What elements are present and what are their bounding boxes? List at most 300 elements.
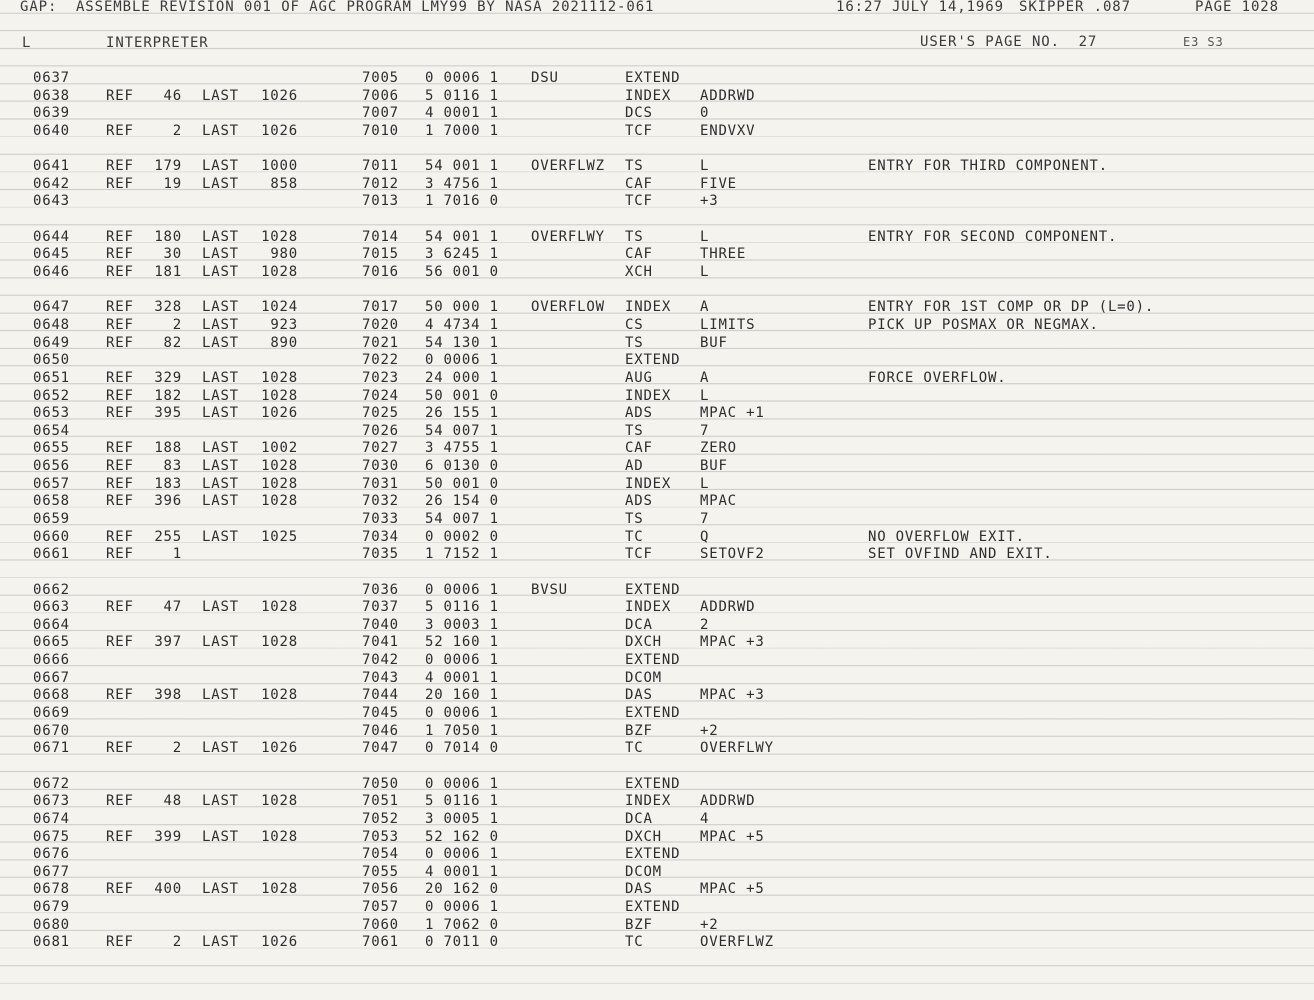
ref-count: 30 — [163, 246, 182, 263]
operand: MPAC +5 — [700, 828, 765, 845]
last-keyword: LAST — [202, 881, 239, 898]
line-number: 0663 — [33, 599, 70, 616]
operand: 7 — [700, 422, 710, 439]
machine-code: 50 001 0 — [425, 475, 499, 492]
last-page: 1028 — [261, 458, 298, 475]
last-keyword: LAST — [202, 158, 239, 175]
machine-code: 26 154 0 — [425, 493, 499, 510]
opcode: ADS — [625, 493, 653, 510]
machine-code: 52 160 1 — [425, 634, 499, 651]
machine-code: 5 0116 1 — [425, 793, 499, 810]
operand: L — [700, 158, 710, 175]
opcode: INDEX — [625, 475, 672, 492]
symbol-label: OVERFLOW — [531, 299, 605, 316]
line-number: 0653 — [33, 405, 70, 422]
ref-count: 400 — [154, 881, 182, 898]
ref-keyword: REF — [106, 175, 134, 192]
listing-row — [0, 829, 1314, 847]
opcode: TC — [625, 740, 644, 757]
last-keyword: LAST — [202, 405, 239, 422]
opcode: XCH — [625, 264, 653, 281]
line-number: 0671 — [33, 740, 70, 757]
machine-code: 24 000 1 — [425, 369, 499, 386]
machine-code: 0 0006 1 — [425, 899, 499, 916]
listing-row — [0, 811, 1314, 829]
listing-row — [0, 440, 1314, 458]
listing-row — [0, 88, 1314, 106]
listing-row — [0, 899, 1314, 917]
operand: ADDRWD — [700, 599, 756, 616]
line-number: 0647 — [33, 299, 70, 316]
ref-keyword: REF — [106, 405, 134, 422]
line-number: 0669 — [33, 705, 70, 722]
operand: L — [700, 387, 710, 404]
ref-count: 396 — [154, 493, 182, 510]
last-page: 1002 — [261, 440, 298, 457]
listing-row — [0, 617, 1314, 635]
machine-code: 56 001 0 — [425, 264, 499, 281]
comment: ENTRY FOR THIRD COMPONENT. — [868, 158, 1108, 175]
opcode: INDEX — [625, 793, 672, 810]
last-keyword: LAST — [202, 316, 239, 333]
line-number: 0673 — [33, 793, 70, 810]
opcode: DCA — [625, 810, 653, 827]
ref-keyword: REF — [106, 740, 134, 757]
comment: ENTRY FOR 1ST COMP OR DP (L=0). — [868, 299, 1155, 316]
machine-code: 0 7014 0 — [425, 740, 499, 757]
last-page: 1026 — [261, 122, 298, 139]
operand: FIVE — [700, 175, 737, 192]
opcode: DCOM — [625, 863, 662, 880]
machine-code: 3 4756 1 — [425, 175, 499, 192]
last-page: 1026 — [261, 405, 298, 422]
line-number: 0660 — [33, 528, 70, 545]
address: 7052 — [362, 810, 399, 827]
ref-keyword: REF — [106, 475, 134, 492]
last-page: 1024 — [261, 299, 298, 316]
symbol-label: OVERFLWZ — [531, 158, 605, 175]
line-number: 0662 — [33, 581, 70, 598]
address: 7057 — [362, 899, 399, 916]
address: 7044 — [362, 687, 399, 704]
last-keyword: LAST — [202, 740, 239, 757]
listing-row — [0, 705, 1314, 723]
address: 7040 — [362, 616, 399, 633]
ref-keyword: REF — [106, 828, 134, 845]
machine-code: 5 0116 1 — [425, 599, 499, 616]
last-keyword: LAST — [202, 387, 239, 404]
opcode: AD — [625, 458, 644, 475]
section-letter: L — [22, 35, 32, 51]
address: 7054 — [362, 846, 399, 863]
address: 7020 — [362, 316, 399, 333]
ref-count: 2 — [172, 122, 182, 139]
listing-row — [0, 670, 1314, 688]
opcode: TC — [625, 934, 644, 951]
comment: PICK UP POSMAX OR NEGMAX. — [868, 316, 1099, 333]
line-number: 0666 — [33, 652, 70, 669]
machine-code: 0 0002 0 — [425, 528, 499, 545]
address: 7036 — [362, 581, 399, 598]
ref-count: 180 — [154, 228, 182, 245]
line-number: 0680 — [33, 916, 70, 933]
listing-row — [0, 634, 1314, 652]
machine-code: 0 0006 1 — [425, 652, 499, 669]
operand: +3 — [700, 193, 719, 210]
operand: MPAC +1 — [700, 405, 765, 422]
listing-row — [0, 723, 1314, 741]
ref-keyword: REF — [106, 493, 134, 510]
ref-keyword: REF — [106, 264, 134, 281]
machine-code: 6 0130 0 — [425, 458, 499, 475]
ref-count: 19 — [163, 175, 182, 192]
comment: ENTRY FOR SECOND COMPONENT. — [868, 228, 1118, 245]
opcode: CS — [625, 316, 644, 333]
operand: L — [700, 475, 710, 492]
last-page: 1028 — [261, 881, 298, 898]
opcode: EXTEND — [625, 846, 681, 863]
line-number: 0652 — [33, 387, 70, 404]
listing-row — [0, 511, 1314, 529]
last-page: 1028 — [261, 634, 298, 651]
machine-code: 0 0006 1 — [425, 775, 499, 792]
opcode: BZF — [625, 916, 653, 933]
address: 7035 — [362, 546, 399, 563]
operand: 4 — [700, 810, 710, 827]
ref-count: 181 — [154, 264, 182, 281]
opcode: DCS — [625, 105, 653, 122]
last-keyword: LAST — [202, 634, 239, 651]
operand: MPAC +5 — [700, 881, 765, 898]
address: 7047 — [362, 740, 399, 757]
line-number: 0667 — [33, 669, 70, 686]
machine-code: 3 6245 1 — [425, 246, 499, 263]
last-keyword: LAST — [202, 458, 239, 475]
last-page: 858 — [270, 175, 298, 192]
machine-code: 1 7152 1 — [425, 546, 499, 563]
last-page: 1026 — [261, 87, 298, 104]
last-page: 1000 — [261, 158, 298, 175]
ref-count: 48 — [163, 793, 182, 810]
opcode: TS — [625, 158, 644, 175]
assembly-title: GAP: ASSEMBLE REVISION 001 OF AGC PROGRAM LMY99 BY NASA 2021112-061 — [20, 0, 655, 15]
ref-keyword: REF — [106, 387, 134, 404]
operand: +2 — [700, 722, 719, 739]
ref-count: 397 — [154, 634, 182, 651]
symbol-label: BVSU — [531, 581, 568, 598]
address: 7007 — [362, 105, 399, 122]
last-page: 980 — [270, 246, 298, 263]
operand: +2 — [700, 916, 719, 933]
symbol-label: OVERFLWY — [531, 228, 605, 245]
ref-count: 46 — [163, 87, 182, 104]
opcode: TS — [625, 228, 644, 245]
ref-keyword: REF — [106, 316, 134, 333]
machine-code: 5 0116 1 — [425, 87, 499, 104]
last-keyword: LAST — [202, 334, 239, 351]
address: 7045 — [362, 705, 399, 722]
machine-code: 3 4755 1 — [425, 440, 499, 457]
ref-keyword: REF — [106, 122, 134, 139]
ref-keyword: REF — [106, 599, 134, 616]
operand: MPAC +3 — [700, 687, 765, 704]
section-name: INTERPRETER — [106, 35, 209, 51]
line-number: 0649 — [33, 334, 70, 351]
address: 7031 — [362, 475, 399, 492]
address: 7053 — [362, 828, 399, 845]
last-page: 1028 — [261, 793, 298, 810]
address: 7015 — [362, 246, 399, 263]
machine-code: 0 0006 1 — [425, 705, 499, 722]
operand: L — [700, 264, 710, 281]
listing-row — [0, 158, 1314, 176]
last-page: 1028 — [261, 369, 298, 386]
listing-row — [0, 599, 1314, 617]
operand: ENDVXV — [700, 122, 756, 139]
machine-code: 4 0001 1 — [425, 105, 499, 122]
listing-row — [0, 388, 1314, 406]
operand: 7 — [700, 511, 710, 527]
operand: A — [700, 369, 710, 386]
line-number: 0638 — [33, 87, 70, 104]
ref-count: 188 — [154, 440, 182, 457]
listing-row — [0, 176, 1314, 194]
last-page: 1028 — [261, 493, 298, 510]
opcode: BZF — [625, 722, 653, 739]
ref-keyword: REF — [106, 881, 134, 898]
ref-count: 1 — [172, 546, 182, 563]
machine-code: 0 0006 1 — [425, 70, 499, 86]
line-number: 0670 — [33, 722, 70, 739]
line-number: 0655 — [33, 440, 70, 457]
listing-row — [0, 864, 1314, 882]
opcode: INDEX — [625, 299, 672, 316]
machine-code: 0 0006 1 — [425, 581, 499, 598]
line-number: 0676 — [33, 846, 70, 863]
opcode: CAF — [625, 175, 653, 192]
machine-code: 1 7062 0 — [425, 916, 499, 933]
machine-code: 0 0006 1 — [425, 846, 499, 863]
operand: MPAC — [700, 493, 737, 510]
last-keyword: LAST — [202, 87, 239, 104]
last-keyword: LAST — [202, 122, 239, 139]
line-number: 0668 — [33, 687, 70, 704]
last-page: 1025 — [261, 528, 298, 545]
ref-count: 83 — [163, 458, 182, 475]
address: 7013 — [362, 193, 399, 210]
machine-code: 4 0001 1 — [425, 669, 499, 686]
line-number: 0678 — [33, 881, 70, 898]
last-keyword: LAST — [202, 175, 239, 192]
last-page: 1026 — [261, 934, 298, 951]
address: 7041 — [362, 634, 399, 651]
address: 7042 — [362, 652, 399, 669]
ref-count: 2 — [172, 934, 182, 951]
machine-code: 50 001 0 — [425, 387, 499, 404]
ref-keyword: REF — [106, 246, 134, 263]
line-number: 0650 — [33, 352, 70, 369]
listing-row — [0, 793, 1314, 811]
line-number: 0654 — [33, 422, 70, 439]
opcode: EXTEND — [625, 581, 681, 598]
machine-code: 4 4734 1 — [425, 316, 499, 333]
last-page: 1028 — [261, 828, 298, 845]
line-number: 0641 — [33, 158, 70, 175]
last-keyword: LAST — [202, 228, 239, 245]
listing-row — [0, 652, 1314, 670]
comment: SET OVFIND AND EXIT. — [868, 546, 1053, 563]
opcode: INDEX — [625, 599, 672, 616]
address: 7056 — [362, 881, 399, 898]
machine-code: 0 7011 0 — [425, 934, 499, 951]
address: 7050 — [362, 775, 399, 792]
opcode: EXTEND — [625, 352, 681, 369]
machine-code: 20 162 0 — [425, 881, 499, 898]
line-number: 0644 — [33, 228, 70, 245]
machine-code: 1 7050 1 — [425, 722, 499, 739]
machine-code: 26 155 1 — [425, 405, 499, 422]
listing-row — [0, 740, 1314, 758]
last-keyword: LAST — [202, 687, 239, 704]
address: 7051 — [362, 793, 399, 810]
listing-row — [0, 335, 1314, 353]
listing-row — [0, 493, 1314, 511]
line-number: 0640 — [33, 122, 70, 139]
address: 7021 — [362, 334, 399, 351]
opcode: DXCH — [625, 634, 662, 651]
ref-keyword: REF — [106, 299, 134, 316]
last-keyword: LAST — [202, 528, 239, 545]
operand: OVERFLWZ — [700, 934, 774, 951]
address: 7023 — [362, 369, 399, 386]
opcode: TCF — [625, 546, 653, 563]
opcode: DXCH — [625, 828, 662, 845]
operand: L — [700, 228, 710, 245]
listing-row — [0, 934, 1314, 952]
ref-count: 255 — [154, 528, 182, 545]
listing-row — [0, 687, 1314, 705]
ref-count: 328 — [154, 299, 182, 316]
address: 7061 — [362, 934, 399, 951]
operand: MPAC +3 — [700, 634, 765, 651]
last-keyword: LAST — [202, 299, 239, 316]
opcode: INDEX — [625, 387, 672, 404]
listing-row — [0, 546, 1314, 564]
address: 7037 — [362, 599, 399, 616]
opcode: EXTEND — [625, 705, 681, 722]
line-number: 0656 — [33, 458, 70, 475]
ref-keyword: REF — [106, 687, 134, 704]
line-number: 0645 — [33, 246, 70, 263]
operand: 0 — [700, 105, 710, 122]
opcode: CAF — [625, 246, 653, 263]
ref-count: 2 — [172, 740, 182, 757]
listing-row — [0, 264, 1314, 282]
line-number: 0651 — [33, 369, 70, 386]
symbol-label: DSU — [531, 70, 559, 86]
machine-code: 3 0005 1 — [425, 810, 499, 827]
ref-count: 329 — [154, 369, 182, 386]
ref-keyword: REF — [106, 546, 134, 563]
opcode: INDEX — [625, 87, 672, 104]
opcode: TC — [625, 528, 644, 545]
operand: 2 — [700, 616, 710, 633]
address: 7025 — [362, 405, 399, 422]
last-page: 923 — [270, 316, 298, 333]
comment: FORCE OVERFLOW. — [868, 369, 1007, 386]
address: 7024 — [362, 387, 399, 404]
listing-row — [0, 423, 1314, 441]
last-keyword: LAST — [202, 264, 239, 281]
machine-code: 1 7016 0 — [425, 193, 499, 210]
address: 7017 — [362, 299, 399, 316]
operand: A — [700, 299, 710, 316]
line-number: 0677 — [33, 863, 70, 880]
ref-keyword: REF — [106, 634, 134, 651]
listing-row — [0, 846, 1314, 864]
page-number: PAGE 1028 — [1195, 0, 1279, 15]
ref-count: 399 — [154, 828, 182, 845]
last-page: 1028 — [261, 599, 298, 616]
listing-row — [0, 123, 1314, 141]
ref-keyword: REF — [106, 934, 134, 951]
last-page: 1028 — [261, 387, 298, 404]
last-keyword: LAST — [202, 493, 239, 510]
last-page: 1028 — [261, 228, 298, 245]
operand: OVERFLWY — [700, 740, 774, 757]
machine-code: 54 007 1 — [425, 422, 499, 439]
operand: ZERO — [700, 440, 737, 457]
ref-count: 398 — [154, 687, 182, 704]
listing-row — [0, 352, 1314, 370]
machine-code: 0 0006 1 — [425, 352, 499, 369]
ref-keyword: REF — [106, 793, 134, 810]
last-keyword: LAST — [202, 440, 239, 457]
opcode: TS — [625, 511, 644, 527]
ref-count: 82 — [163, 334, 182, 351]
address: 7012 — [362, 175, 399, 192]
last-keyword: LAST — [202, 828, 239, 845]
listing-row — [0, 476, 1314, 494]
machine-code: 52 162 0 — [425, 828, 499, 845]
line-number: 0648 — [33, 316, 70, 333]
line-number: 0674 — [33, 810, 70, 827]
address: 7055 — [362, 863, 399, 880]
machine-code: 54 001 1 — [425, 228, 499, 245]
address: 7034 — [362, 528, 399, 545]
ref-keyword: REF — [106, 87, 134, 104]
listing-row — [0, 370, 1314, 388]
machine-code: 50 000 1 — [425, 299, 499, 316]
address: 7026 — [362, 422, 399, 439]
address: 7005 — [362, 70, 399, 86]
opcode: TCF — [625, 122, 653, 139]
opcode: EXTEND — [625, 652, 681, 669]
ref-keyword: REF — [106, 228, 134, 245]
machine-code: 1 7000 1 — [425, 122, 499, 139]
opcode: DCOM — [625, 669, 662, 686]
assembly-timestamp: 16:27 JULY 14,1969 — [836, 0, 1004, 15]
line-number: 0639 — [33, 105, 70, 122]
opcode: CAF — [625, 440, 653, 457]
opcode: TCF — [625, 193, 653, 210]
line-number: 0664 — [33, 616, 70, 633]
line-number: 0646 — [33, 264, 70, 281]
listing-row — [0, 105, 1314, 123]
ref-count: 47 — [163, 599, 182, 616]
address: 7043 — [362, 669, 399, 686]
line-number: 0672 — [33, 775, 70, 792]
